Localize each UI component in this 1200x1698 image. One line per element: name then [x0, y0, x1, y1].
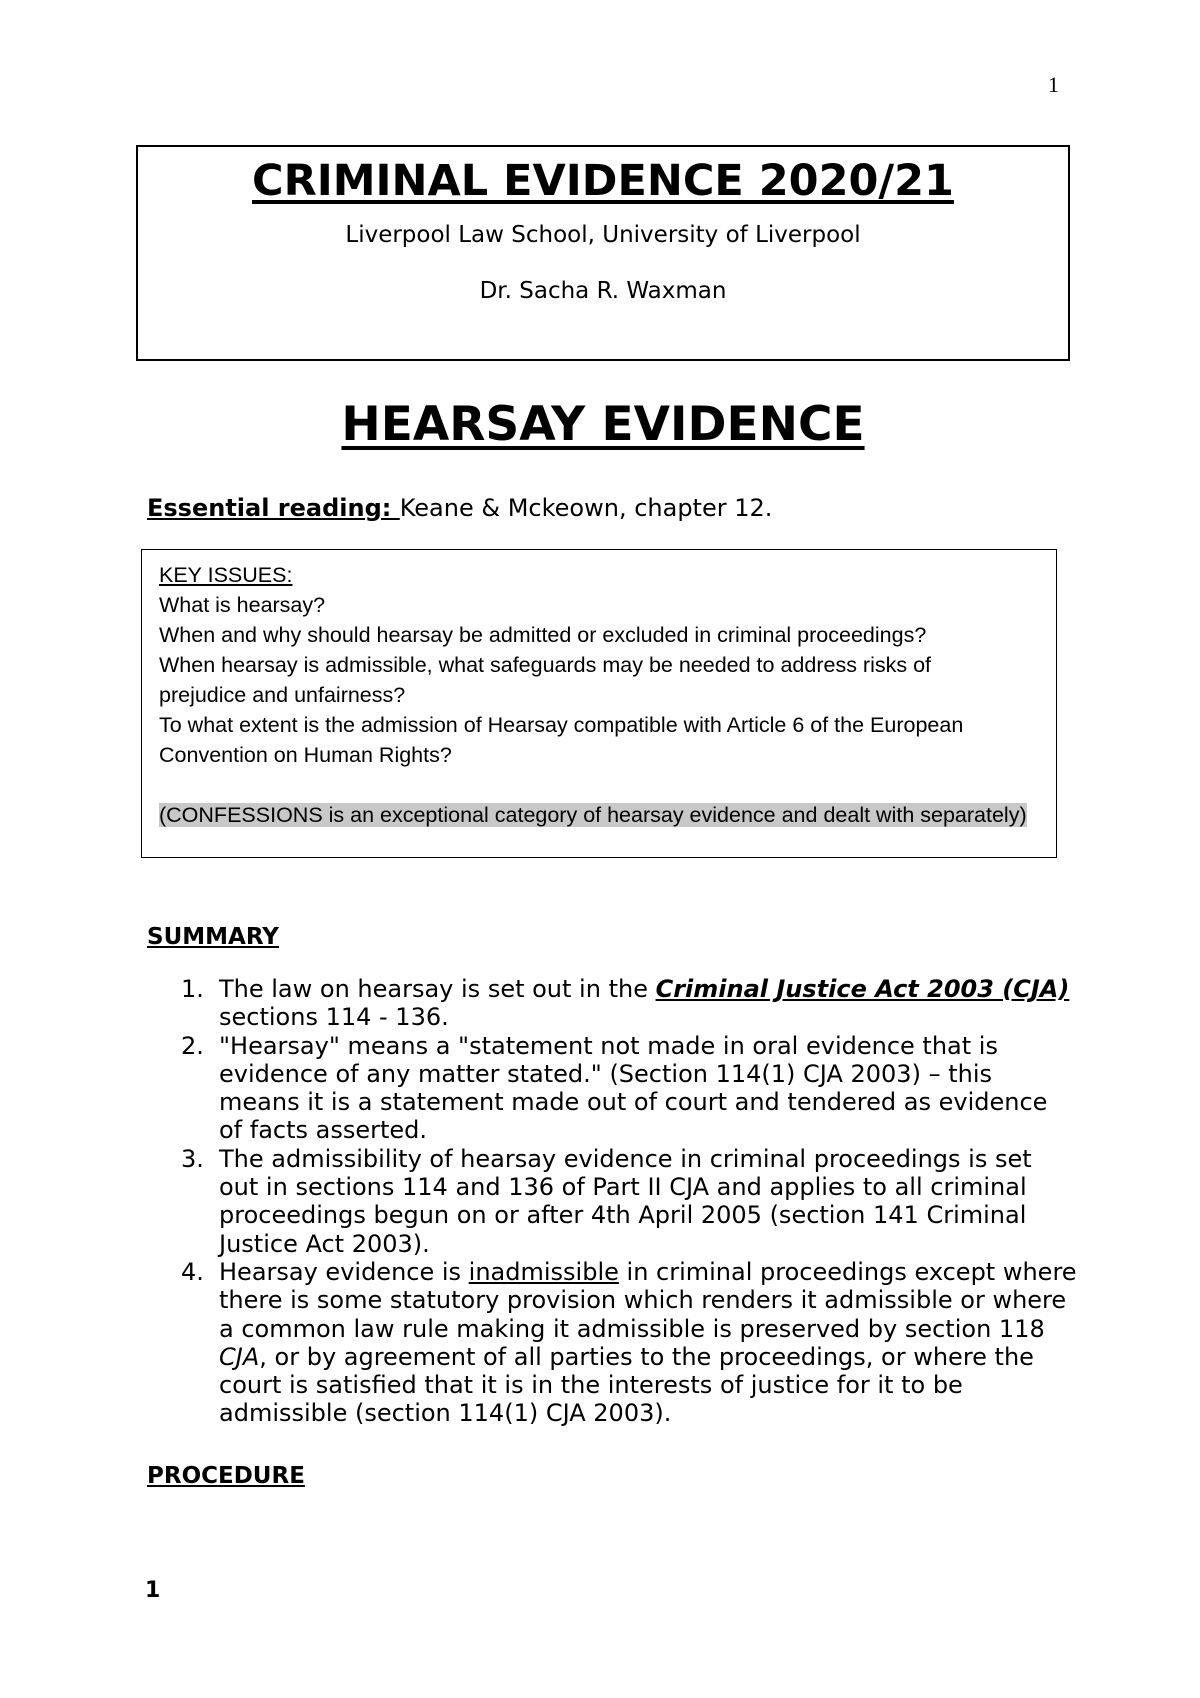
- summary-text: The admissibility of hearsay evidence in criminal proceedings is set out in sections 114 and 136 of Part II CJA and applies to all criminal proceedings begun on or after 4th April 2005 (section 141 Criminal Justice Act 2003).: [219, 1144, 1032, 1258]
- confessions-note: [159, 800, 1042, 830]
- course-header-box: [136, 145, 1070, 361]
- summary-text: Hearsay evidence is: [219, 1257, 469, 1286]
- key-issue-line: To what extent is the admission of Hearsay compatible with Article 6 of the European: [159, 713, 964, 737]
- list-number: 3.: [181, 1144, 204, 1173]
- key-issues-box: [141, 549, 1057, 858]
- summary-text: sections 114 - 136.: [219, 1003, 449, 1032]
- summary-item: [147, 1145, 1077, 1258]
- summary-item: [147, 1032, 1077, 1145]
- key-issue-line: What is hearsay?: [159, 593, 326, 617]
- summary-item: [147, 975, 1077, 1032]
- list-number: 2.: [181, 1031, 204, 1060]
- emphasis-italic: CJA: [219, 1342, 260, 1371]
- procedure-heading: PROCEDURE: [147, 1463, 305, 1489]
- essential-reading-label: Essential reading:: [147, 494, 400, 522]
- key-issue-line: Convention on Human Rights?: [159, 743, 452, 767]
- author-name: Dr. Sacha R. Waxman: [479, 278, 727, 304]
- act-citation: Criminal Justice Act 2003 (CJA): [655, 975, 1070, 1003]
- summary-list: [147, 975, 1077, 1428]
- page-number-top: 1: [1048, 72, 1059, 97]
- key-issue-line: When hearsay is admissible, what safeguards may be needed to address risks of: [159, 653, 932, 677]
- summary-item: [147, 1258, 1077, 1428]
- key-issue-line: When and why should hearsay be admitted or excluded in criminal proceedings?: [159, 623, 927, 647]
- topic-title: HEARSAY EVIDENCE: [341, 397, 865, 452]
- emphasis-underlined: inadmissible: [468, 1257, 619, 1286]
- key-issue-line: prejudice and unfairness?: [159, 683, 406, 707]
- course-title: CRIMINAL EVIDENCE 2020/21: [252, 156, 954, 206]
- list-number: 4.: [181, 1257, 204, 1286]
- summary-text: in criminal proceedings except where there is some statutory provision which renders it admissible or where a common law rule making it admissible is preserved by section 118: [219, 1257, 1077, 1343]
- summary-heading: SUMMARY: [147, 924, 279, 950]
- summary-text: The law on hearsay is set out in the: [219, 975, 656, 1003]
- list-number: 1.: [181, 975, 204, 1003]
- summary-text: , or by agreement of all parties to the proceedings, or where the court is satisfied that it is in the interests of justice for it to be admissible (section 114(1) CJA 2003).: [219, 1342, 1034, 1428]
- key-issues-heading: KEY ISSUES:: [159, 563, 293, 587]
- confessions-note-text: (CONFESSIONS is an exceptional category of hearsay evidence and dealt with separately): [159, 803, 1027, 827]
- essential-reading-text: Keane & Mckeown, chapter 12.: [399, 494, 773, 522]
- essential-reading: [147, 493, 772, 523]
- page-number-bottom: 1: [145, 1578, 161, 1603]
- school-name: Liverpool Law School, University of Liverpool: [345, 222, 861, 248]
- spacer: [159, 770, 1042, 800]
- summary-text: "Hearsay" means a "statement not made in oral evidence that is evidence of any matter stated." (Section 114(1) CJA 2003) – this means it is a statement made out of court and tendered as evidence of facts asserted.: [219, 1031, 1048, 1145]
